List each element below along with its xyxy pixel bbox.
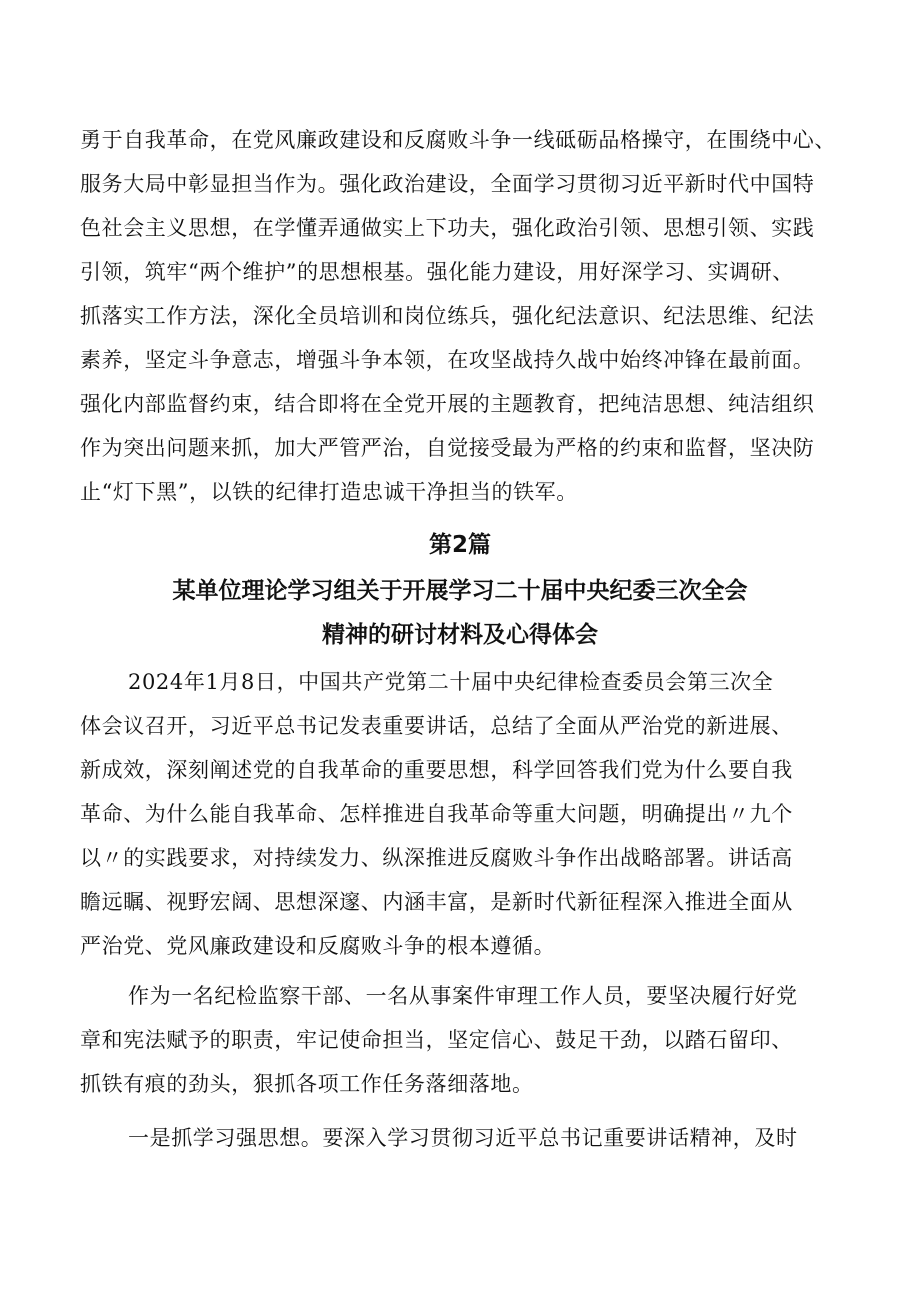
document-title-line-1: 某单位理论学习组关于开展学习二十届中央纪委三次全会 — [172, 578, 748, 604]
paragraph-line: 体会议召开，习近平总书记发表重要讲话，总结了全面从严治党的新进展、 — [80, 714, 793, 738]
paragraph-line: 色社会主义思想，在学懂弄通做实上下功夫，强化政治引领、思想引领、实践 — [80, 216, 815, 240]
document-title-line-2: 精神的研讨材料及心得体会 — [322, 622, 598, 648]
paragraph-line: 作为一名纪检监察干部、一名从事案件审理工作人员，要坚决履行好党 — [128, 984, 798, 1008]
paragraph-line: 服务大局中彰显担当作为。强化政治建设，全面学习贯彻习近平新时代中国特 — [80, 172, 815, 196]
paragraph-line: 引领，筑牢“两个维护”的思想根基。强化能力建设，用好深学习、实调研、 — [80, 260, 794, 284]
paragraph-line: 严治党、党风廉政建设和反腐败斗争的根本遵循。 — [80, 934, 556, 958]
paragraph-line: 作为突出问题来抓，加大严管严治，自觉接受最为严格的约束和监督，坚决防 — [80, 436, 815, 460]
paragraph-line: 止“灯下黑”，以铁的纪律打造忠诚干净担当的铁军。 — [80, 480, 578, 504]
paragraph-line: 以〃的实践要求，对持续发力、纵深推进反腐败斗争作出战略部署。讲话高 — [80, 846, 793, 870]
paragraph-line: 2024年1月8日，中国共产党第二十届中央纪律检查委员会第三次全 — [128, 670, 774, 694]
section-label: 第2篇 — [428, 532, 491, 558]
paragraph-line: 勇于自我革命，在党风廉政建设和反腐败斗争一线砥砺品格操守，在围绕中心、 — [80, 128, 836, 152]
paragraph-line: 一是抓学习强思想。要深入学习贯彻习近平总书记重要讲话精神，及时 — [128, 1126, 798, 1150]
paragraph-line: 强化内部监督约束，结合即将在全党开展的主题教育，把纯洁思想、纯洁组织 — [80, 392, 815, 416]
paragraph-line: 革命、为什么能自我革命、怎样推进自我革命等重大问题，明确提出〃九个 — [80, 802, 793, 826]
paragraph-line: 抓铁有痕的劲头，狠抓各项工作任务落细落地。 — [80, 1072, 534, 1096]
paragraph-line: 瞻远瞩、视野宏阔、思想深邃、内涵丰富，是新时代新征程深入推进全面从 — [80, 890, 793, 914]
paragraph-line: 素养，坚定斗争意志，增强斗争本领，在攻坚战持久战中始终冲锋在最前面。 — [80, 348, 815, 372]
paragraph-line: 章和宪法赋予的职责，牢记使命担当，坚定信心、鼓足干劲，以踏石留印、 — [80, 1028, 793, 1052]
paragraph-line: 抓落实工作方法，深化全员培训和岗位练兵，强化纪法意识、纪法思维、纪法 — [80, 304, 815, 328]
paragraph-line: 新成效，深刻阐述党的自我革命的重要思想，科学回答我们党为什么要自我 — [80, 758, 793, 782]
